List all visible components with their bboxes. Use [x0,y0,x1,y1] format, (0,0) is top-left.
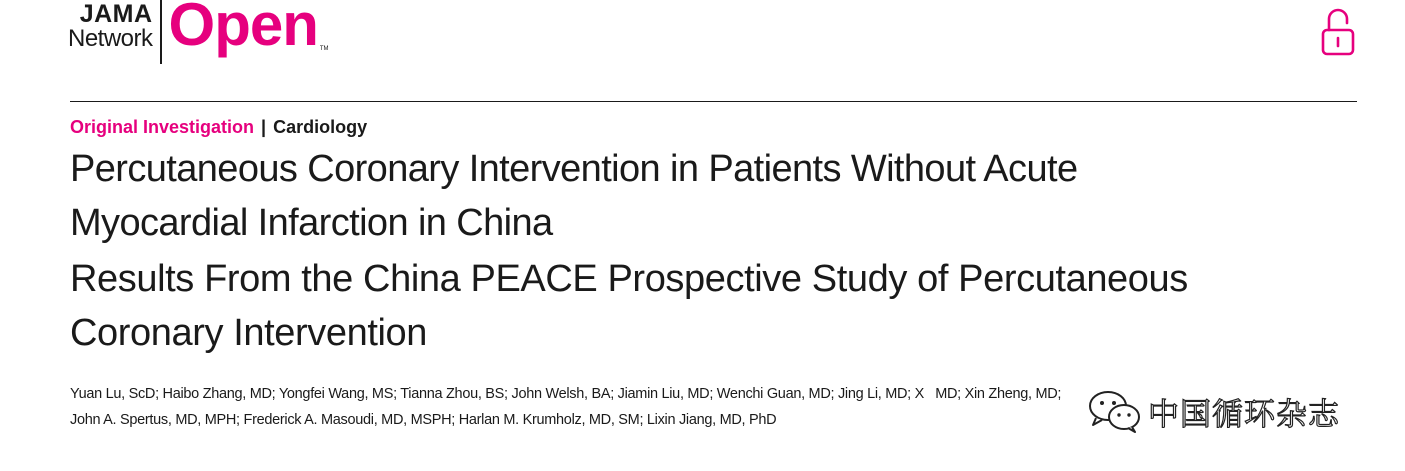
header-divider [70,101,1357,102]
subtitle-line-2: Coronary Intervention [70,312,428,354]
subtitle-line-1: Results From the China PEACE Prospective Study of Percutaneous [70,258,1188,300]
logo-network: Network [68,25,153,52]
title-line-1: Percutaneous Coronary Intervention in Patients Without Acute [70,148,1078,190]
logo-wordmark [68,2,153,52]
article-kicker [70,116,367,138]
title-line-2: Myocardial Infarction in China [70,202,553,244]
authors-line-2: John A. Spertus, MD, MPH; Frederick A. Masoudi, MD, MSPH; Harlan M. Krumholz, MD, SM; Lixin Jiang, MD, PhD [70,412,777,428]
kicker-separator: | [261,117,267,137]
logo-trademark: TM [319,46,329,52]
article-title [70,142,1360,250]
wechat-icon [1086,389,1144,433]
logo-open: Open [168,0,318,58]
watermark-text: 中国循环杂志 [1148,396,1340,433]
unlock-icon[interactable] [1320,4,1356,56]
jama-network-open-logo[interactable] [68,0,329,66]
article-section[interactable]: Cardiology [273,117,368,137]
article-type[interactable]: Original Investigation [70,117,255,137]
wechat-watermark [1086,388,1340,434]
authors-line-1: Yuan Lu, ScD; Haibo Zhang, MD; Yongfei Wang, MS; Tianna Zhou, BS; John Welsh, BA; Jiamin Liu, MD; Wenchi Guan, MD; Jing Li, MD; X MD; Xin Zheng, MD; [70,386,1062,402]
logo-divider [160,0,162,64]
article-subtitle [70,252,1360,360]
logo-jama: JAMA [79,0,153,28]
